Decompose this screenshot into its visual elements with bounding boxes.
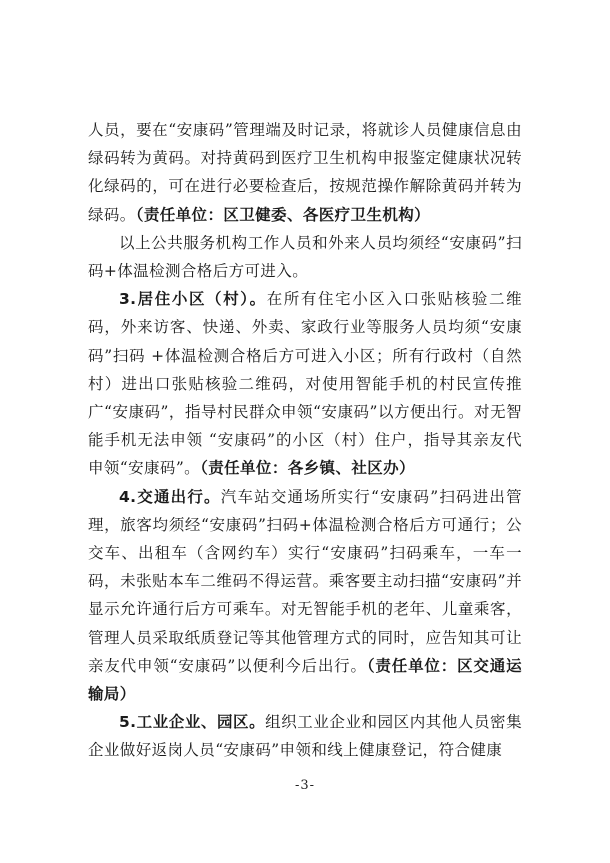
responsibility-note: （责任单位：区交通运输局） [88, 656, 522, 704]
text-run: 以上公共服务机构工作人员和外来人员均须经“安康码”扫码+体温检测合格后方可进入。 [88, 233, 522, 281]
responsibility-note: （责任单位：区卫健委、各医疗卫生机构） [135, 205, 431, 224]
text-run: 在所有住宅小区入口张贴核验二维码，外来访客、快递、外卖、家政行业等服务人员均须“安康码”扫码 +体温检测合格后方可进入小区；所有行政村（自然村）进出口张贴核验二维码，对使用智能手机的村民宣传推广“安康码”，指导村民群众申领“安康码”以方便出行。对无智能手机无法申领 “安康码”的小区（村）住户，指导其亲友代申领“安康码”。 [88, 290, 522, 478]
responsibility-note: （责任单位：各乡镇、社区办） [200, 459, 415, 478]
para-residential-community [88, 285, 522, 482]
section-heading: 4.交通出行。 [119, 487, 221, 506]
text-run: 组织工业企业和园区内其他人员密集企业做好返岗人员“安康码”申领和线上健康登记，符合健康 [88, 713, 522, 760]
text-run: 汽车站交通场所实行“安康码”扫码进出管理，旅客均须经“安康码”扫码+体温检测合格后方可通行；公交车、出租车（含网约车）实行“安康码”扫码乘车，一车一码，未张贴本车二维码不得运营。乘客要主动扫描“安康码”并显示允许通行后方可乘车。对无智能手机的老年、儿童乘客，管理人员采取纸质登记等其他管理方式的同时，应告知其可让亲友代申领“安康码”以便利今后出行。 [88, 487, 522, 675]
section-heading: 3.居住小区（村）。 [119, 290, 267, 309]
page-number: -3- [294, 778, 316, 793]
para-clinic-continuation [88, 116, 522, 229]
para-public-service-entry [88, 229, 522, 285]
text-run: 人员，要在“安康码”管理端及时记录，将就诊人员健康信息由绿码转为黄码。对持黄码到医疗卫生机构申报鉴定健康状况转化绿码的，可在进行必要检查后，按规范操作解除黄码并转为绿码。 [88, 121, 522, 224]
section-heading: 5.工业企业、园区。 [119, 713, 266, 732]
para-transportation [88, 483, 522, 709]
para-industrial-enterprises [88, 708, 522, 764]
document-body [88, 116, 522, 765]
